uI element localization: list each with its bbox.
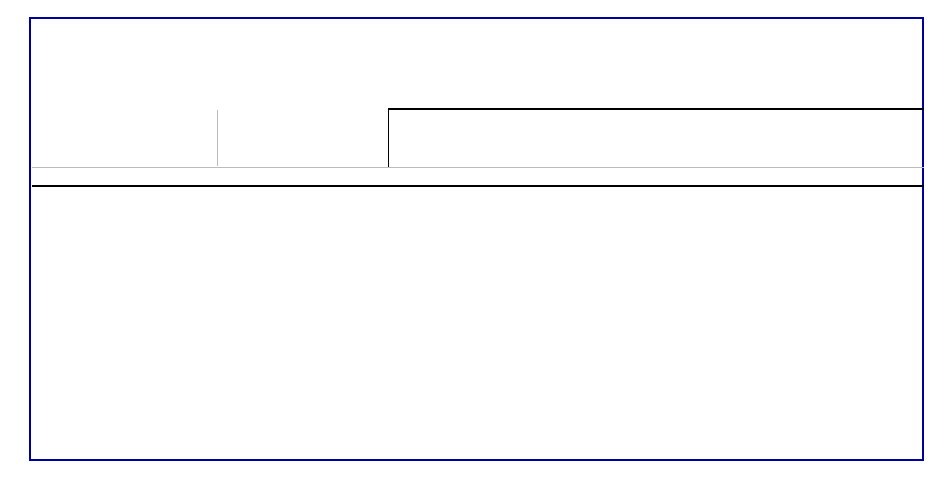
header-top-border [388, 108, 924, 110]
grid-line [217, 110, 218, 166]
print-area-border [29, 17, 924, 461]
grid-line [32, 167, 924, 168]
header-left-border [388, 108, 389, 168]
table-top-border [32, 185, 924, 187]
